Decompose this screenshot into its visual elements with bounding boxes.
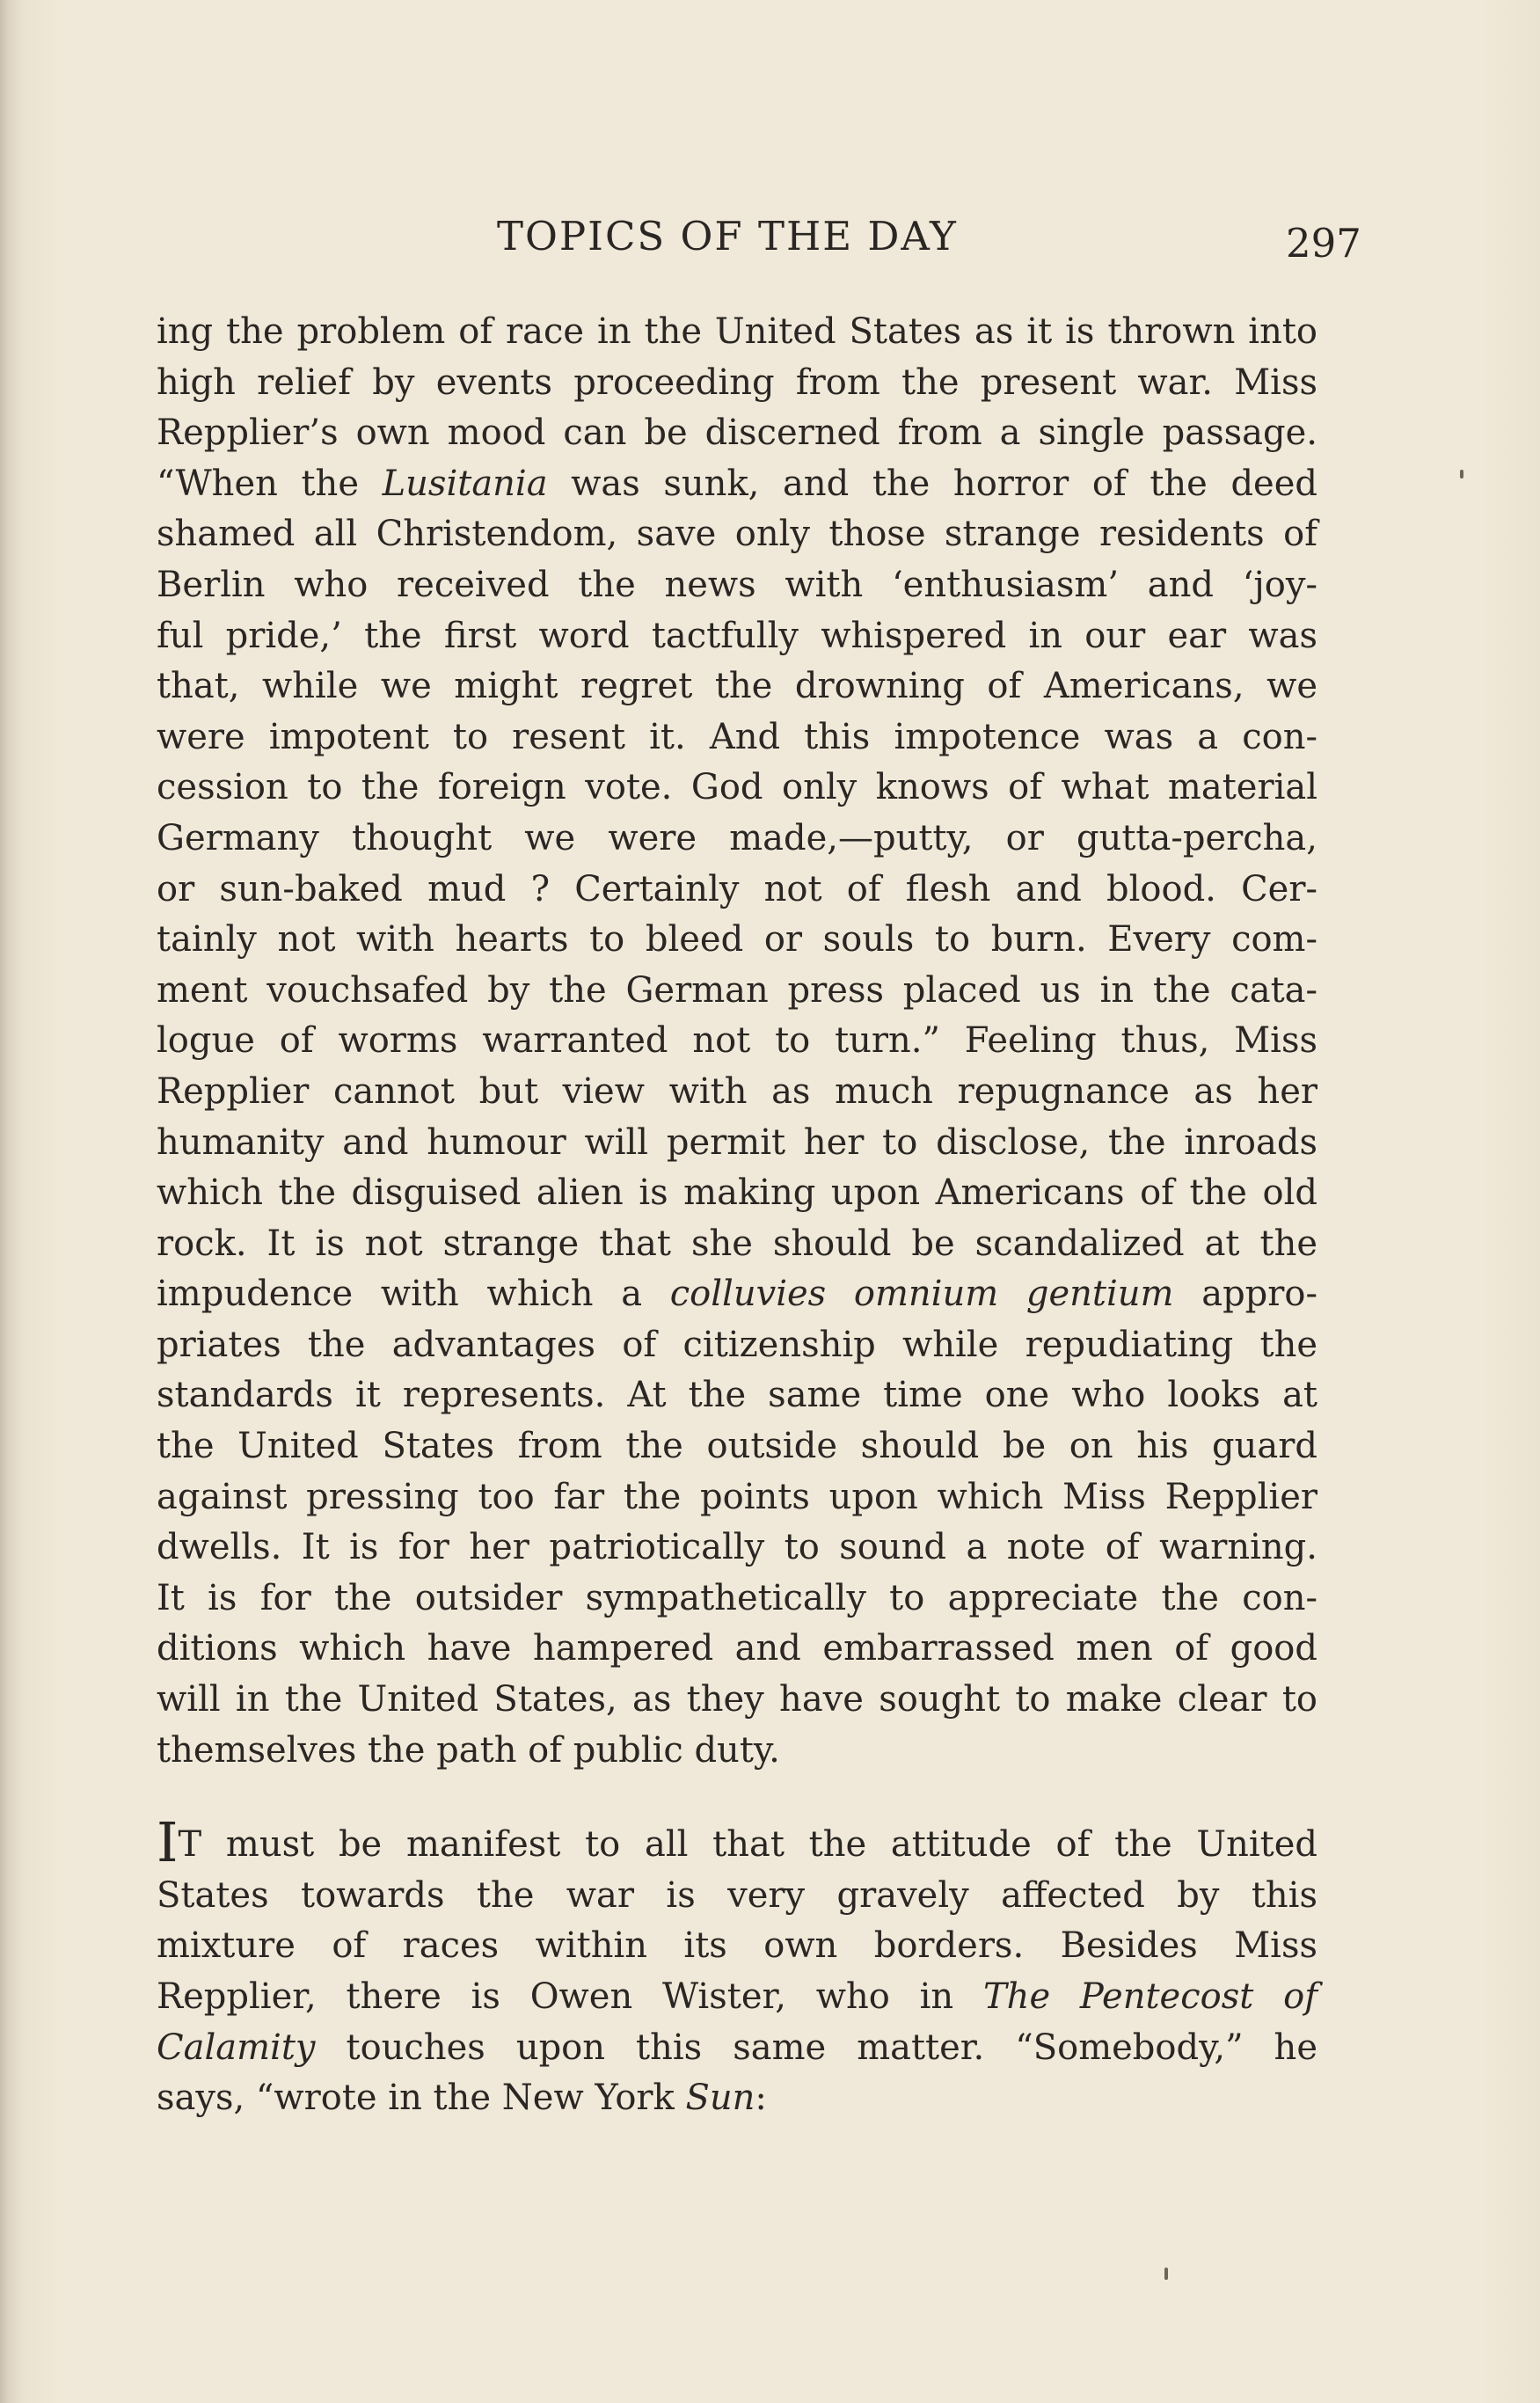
text-line — [157, 763, 1317, 814]
text-run: Repplier cannot but view with as much repugnance as her — [157, 1070, 1317, 1112]
text-line — [157, 358, 1317, 409]
text-line — [157, 1871, 1317, 1922]
text-run: : — [755, 2078, 767, 2119]
text-run: dwells. It is for her patriotically to sound a note of warning. — [157, 1527, 1317, 1568]
text-run: Repplier, there is Owen Wister, who in — [157, 1976, 983, 2017]
text-run: ing the problem of race in the United States as it is thrown into — [157, 311, 1317, 352]
drop-cap: I — [157, 1810, 179, 1875]
text-run: touches upon this same matter. “Somebody,” he — [315, 2027, 1317, 2068]
text-line — [157, 1523, 1317, 1574]
text-run: ment vouchsafed by the German press placed us in the cata- — [157, 969, 1317, 1011]
text-run: cession to the foreign vote. God only knows of what material — [157, 767, 1317, 808]
text-run: appro- — [1173, 1274, 1317, 1315]
text-run: ful pride,’ the first word tactfully whispered in our ear was — [157, 615, 1317, 656]
text-line — [157, 1972, 1317, 2023]
text-run: ditions which have hampered and embarrassed men of good — [157, 1628, 1317, 1669]
italic-text: Sun — [685, 2078, 755, 2119]
text-line — [157, 1067, 1317, 1118]
text-line — [157, 1269, 1317, 1320]
text-run: rock. It is not strange that she should be scandalized at the — [157, 1223, 1317, 1264]
text-line — [157, 1118, 1317, 1169]
text-line — [157, 1320, 1317, 1371]
text-line — [157, 1168, 1317, 1219]
paragraph — [157, 307, 1317, 1776]
text-run: says, “wrote in the New York — [157, 2078, 686, 2119]
text-run: high relief by events proceeding from the present war. Miss — [157, 362, 1317, 403]
text-run: that, while we might regret the drowning of Americans, we — [157, 666, 1317, 707]
text-run: “When the — [157, 463, 383, 504]
text-line — [157, 865, 1317, 916]
text-line — [157, 307, 1317, 358]
text-run: Repplier’s own mood can be discerned from a single passage. — [157, 413, 1317, 454]
text-run: humanity and humour will permit her to disclose, the inroads — [157, 1121, 1317, 1163]
text-line — [157, 1370, 1317, 1421]
text-run: shamed all Christendom, save only those strange residents of — [157, 514, 1317, 555]
paragraph — [157, 1810, 1317, 2124]
text-line — [157, 408, 1317, 459]
text-run: were impotent to resent it. And this impotence was a con- — [157, 716, 1317, 757]
text-run: priates the advantages of citizenship while repudiating the — [157, 1324, 1317, 1365]
text-run: States towards the war is very gravely affected by this — [157, 1874, 1317, 1916]
text-line — [157, 1574, 1317, 1625]
text-line — [157, 560, 1317, 611]
text-run: Berlin who received the news with ‘enthusiasm’ and ‘joy- — [157, 564, 1317, 605]
italic-text: The Pentecost of — [983, 1976, 1317, 2017]
text-line — [157, 2073, 1317, 2124]
text-run: which the disguised alien is making upon Americans of the old — [157, 1172, 1317, 1214]
text-run: the United States from the outside should be on his guard — [157, 1426, 1317, 1467]
text-line — [157, 1421, 1317, 1472]
text-line — [157, 1675, 1317, 1726]
paragraph-gap — [157, 1776, 1317, 1820]
text-line — [157, 966, 1317, 1017]
text-line — [157, 661, 1317, 712]
running-head — [0, 213, 1540, 266]
italic-text: Lusitania — [382, 463, 548, 504]
text-run: themselves the path of public duty. — [157, 1729, 780, 1771]
text-run: against pressing too far the points upon which Miss Repplier — [157, 1476, 1317, 1517]
text-run: was sunk, and the horror of the deed — [547, 463, 1317, 504]
page-number: 297 — [1286, 220, 1361, 267]
text-run: tainly not with hearts to bleed or souls to burn. Every com- — [157, 919, 1317, 960]
text-run: It is for the outsider sympathetically to appreciate the con- — [157, 1577, 1317, 1618]
paper-speck — [1164, 2268, 1168, 2280]
text-line — [157, 915, 1317, 966]
text-run: T must be manifest to all that the attitude of the United — [178, 1824, 1317, 1866]
text-run: will in the United States, as they have sought to make clear to — [157, 1679, 1317, 1720]
body-text — [157, 307, 1317, 2124]
text-line — [157, 1016, 1317, 1067]
text-line — [157, 712, 1317, 763]
text-run: mixture of races within its own borders. Besides Miss — [157, 1925, 1317, 1967]
text-run: standards it represents. At the same time one who looks at — [157, 1375, 1317, 1416]
text-run: impudence with which a — [157, 1274, 670, 1315]
text-line — [157, 1219, 1317, 1270]
text-line — [157, 509, 1317, 560]
text-line — [157, 1726, 1317, 1777]
text-line — [157, 611, 1317, 662]
text-line — [157, 1810, 1317, 1875]
text-line — [157, 1921, 1317, 1972]
text-line — [157, 459, 1317, 510]
running-title: TOPICS OF THE DAY — [497, 213, 958, 259]
text-line — [157, 2023, 1317, 2074]
text-line — [157, 1624, 1317, 1675]
italic-text: Calamity — [157, 2027, 316, 2068]
italic-text: colluvies omnium gentium — [669, 1274, 1174, 1315]
text-run: or sun-baked mud ? Certainly not of flesh and blood. Cer- — [157, 868, 1317, 909]
text-line — [157, 1472, 1317, 1523]
paper-speck — [1460, 470, 1463, 478]
text-run: Germany thought we were made,—putty, or gutta-percha, — [157, 817, 1317, 858]
text-line — [157, 814, 1317, 865]
text-run: logue of worms warranted not to turn.” Feeling thus, Miss — [157, 1020, 1317, 1062]
